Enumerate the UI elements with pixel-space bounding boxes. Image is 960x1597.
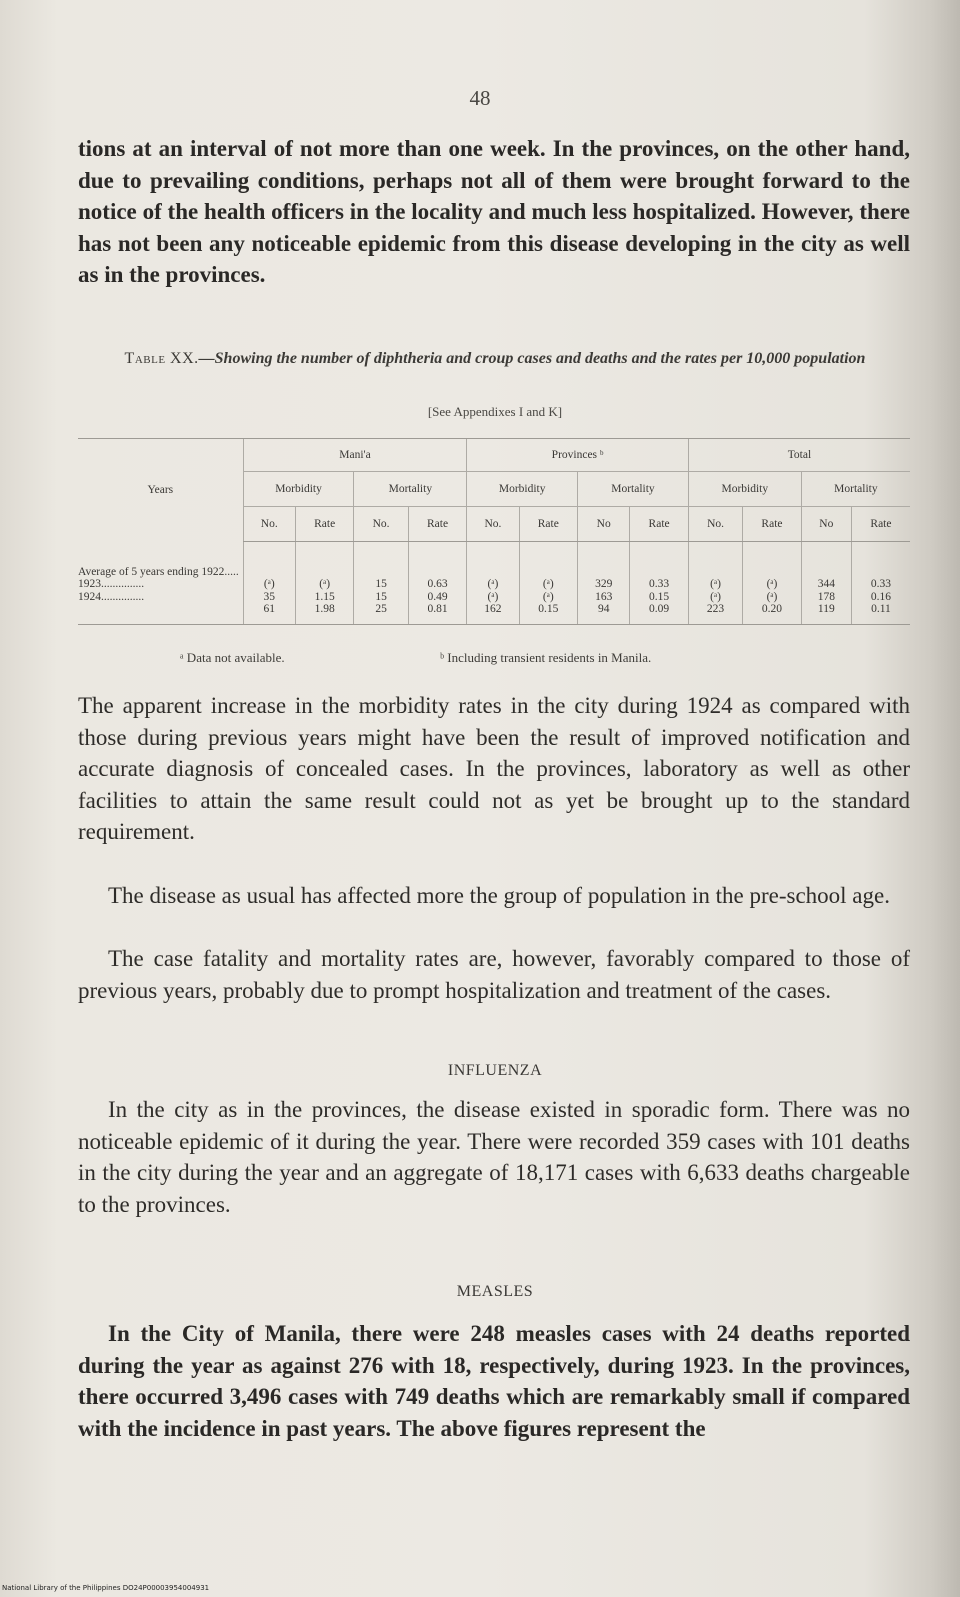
column-header: Rate	[408, 507, 467, 542]
column-header: No	[578, 507, 630, 542]
subgroup-header: Morbidity	[688, 472, 801, 507]
subgroup-header: Mortality	[801, 472, 910, 507]
value-column: (ᵃ) (ᵃ) 0.20	[743, 542, 802, 625]
paragraph-measles: In the City of Manila, there were 248 measles cases with 24 deaths reported during the year as against 276 with 18, respectively, during 1923. In the provinces, there occurred 3,496 cases with 749 deaths which are remarkably small if compared with the incidence in past years. The above figures represent the	[78, 1321, 910, 1441]
value-column: 329 163 94	[578, 542, 630, 625]
value-column: 0.63 0.49 0.81	[408, 542, 467, 625]
value-column: (ᵃ) (ᵃ) 0.15	[519, 542, 578, 625]
library-footer-strip: National Library of the Philippines DO24P00003954004931	[2, 1584, 210, 1592]
years-header: Years	[78, 439, 243, 542]
column-header: No	[801, 507, 851, 542]
paragraph-fatality: The case fatality and mortality rates are, however, favorably compared to those of previous years, probably due to prompt hospitalization and treatment of the cases.	[78, 946, 910, 1003]
value-column: 0.33 0.15 0.09	[630, 542, 689, 625]
value-column: 344 178 119	[801, 542, 851, 625]
column-header: Rate	[743, 507, 802, 542]
page-number: 48	[469, 86, 491, 110]
paragraph-influenza: In the city as in the provinces, the disease existed in sporadic form. There was no noticeable epidemic of it during the year. There were recorded 359 cases with 101 deaths in the city during the year and an aggregate of 18,171 cases with 6,633 deaths chargeable to the provinces.	[78, 1097, 910, 1217]
value-column: (ᵃ) 35 61	[243, 542, 295, 625]
value-column: 15 15 25	[354, 542, 408, 625]
subgroup-header: Mortality	[578, 472, 689, 507]
subgroup-header: Morbidity	[467, 472, 578, 507]
column-header: Rate	[519, 507, 578, 542]
subgroup-header: Morbidity	[243, 472, 354, 507]
table-appendix-note: [See Appendixes I and K]	[427, 404, 563, 419]
value-column: (ᵃ) (ᵃ) 223	[688, 542, 742, 625]
value-column: 0.33 0.16 0.11	[851, 542, 910, 625]
column-header: No.	[243, 507, 295, 542]
footnote-b: ᵇ Including transient residents in Manila.	[440, 650, 652, 665]
table-caption-text: —Showing the number of diphtheria and croup cases and deaths and the rates per 10,000 population	[198, 350, 866, 367]
heading-influenza: INFLUENZA	[447, 1062, 543, 1079]
column-header: No.	[354, 507, 408, 542]
group-header-provinces: Provinces ᵇ	[467, 439, 689, 472]
footnote-a: ᵃ Data not available.	[180, 650, 285, 665]
heading-measles: MEASLES	[456, 1283, 534, 1300]
group-header-total: Total	[688, 439, 910, 472]
table-row	[78, 542, 910, 625]
column-header: No.	[467, 507, 519, 542]
diphtheria-table	[78, 438, 910, 625]
column-header: No.	[688, 507, 742, 542]
group-header-manila: Mani'a	[243, 439, 467, 472]
paragraph-diphtheria-continued: tions at an interval of not more than one week. In the provinces, on the other hand, due to prevailing conditions, perhaps not all of them were brought forward to the notice of the health officers in the locality and much less hospitalized. However, there has not been any noticeable epidemic from this disease developing in the city as well as in the provinces.	[78, 136, 910, 287]
subgroup-header: Mortality	[354, 472, 467, 507]
table-caption	[80, 348, 910, 370]
column-header: Rate	[851, 507, 910, 542]
column-header: Rate	[630, 507, 689, 542]
value-column: (ᵃ) (ᵃ) 162	[467, 542, 519, 625]
column-header: Rate	[295, 507, 354, 542]
paragraph-morbidity: The apparent increase in the morbidity rates in the city during 1924 as compared with those during previous years might have been the result of improved notification and accurate diagnosis of concealed cases. In the provinces, laboratory as well as other facilities to attain the same result could not as yet be brought up to the standard requirement.	[78, 693, 910, 844]
value-column: (ᵃ) 1.15 1.98	[295, 542, 354, 625]
years-cell: Average of 5 years ending 1922..... 1923............... 1924...............	[78, 542, 243, 625]
table-caption-label: Table XX.	[124, 350, 199, 367]
paragraph-preschool: The disease as usual has affected more the group of population in the pre-school age.	[108, 883, 890, 908]
